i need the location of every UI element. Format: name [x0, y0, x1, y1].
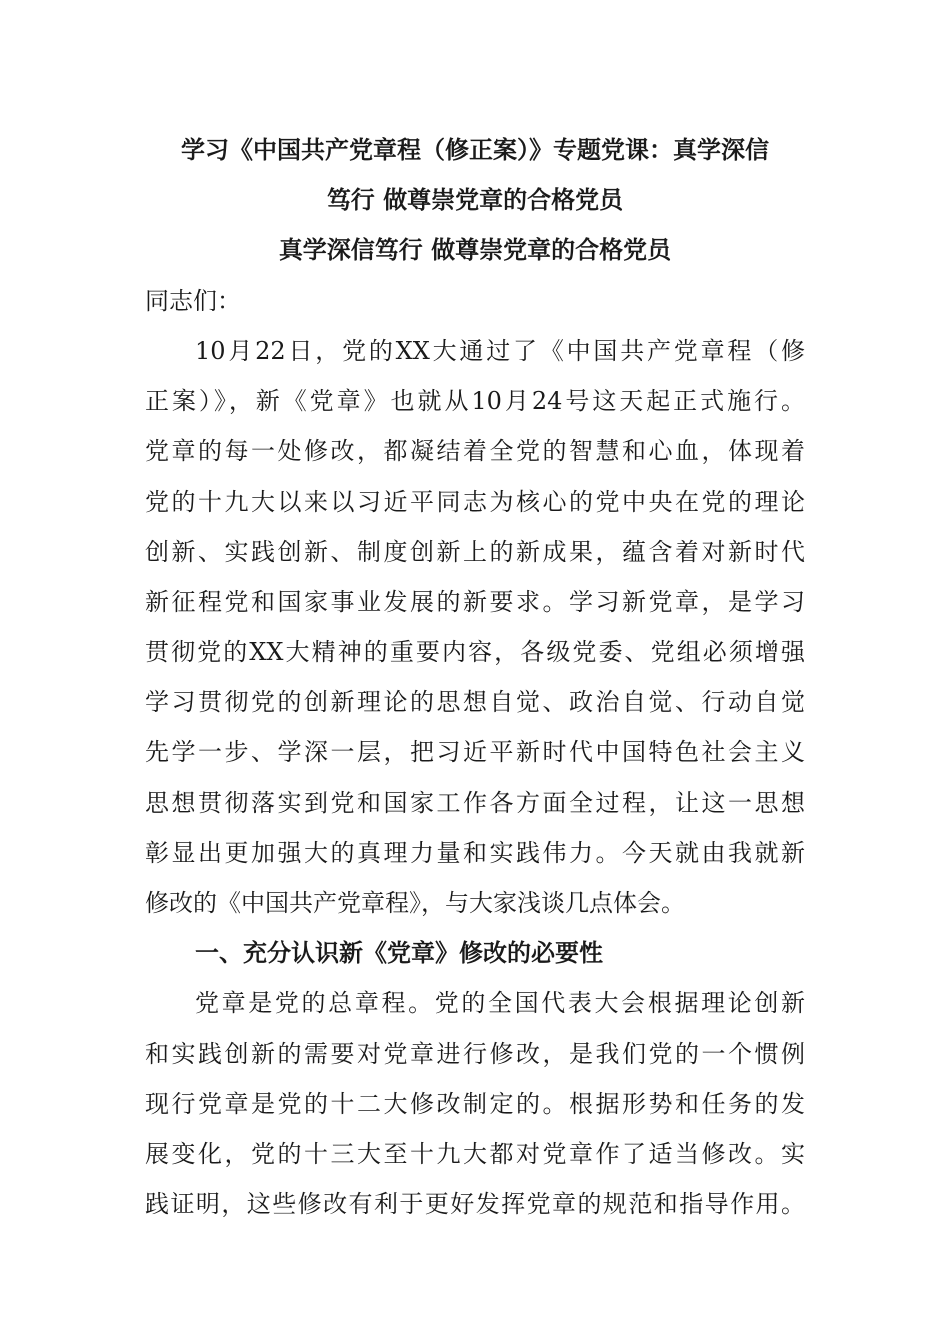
paragraph-line: 贯彻党的XX大精神的重要内容，各级党委、党组必须增强 — [145, 638, 805, 666]
paragraph-line: 彰显出更加强大的真理力量和实践伟力。今天就由我就新 — [145, 839, 805, 867]
paragraph-line: 展变化，党的十三大至十九大都对党章作了适当修改。实 — [145, 1140, 805, 1168]
salutation: 同志们： — [145, 287, 241, 315]
paragraph-line: 修改的《中国共产党章程》，与大家浅谈几点体会。 — [145, 889, 685, 917]
paragraph-line: 创新、实践创新、制度创新上的新成果，蕴含着对新时代 — [145, 538, 805, 566]
paragraph-line: 学习贯彻党的创新理论的思想自觉、政治自觉、行动自觉 — [145, 688, 805, 716]
paragraph-line: 新征程党和国家事业发展的新要求。学习新党章，是学习 — [145, 588, 805, 616]
document-subtitle: 真学深信笃行 做尊崇党章的合格党员 — [278, 236, 672, 264]
paragraph-line: 党的十九大以来以习近平同志为核心的党中央在党的理论 — [145, 488, 805, 516]
paragraph-line: 正案）》，新《党章》也就从10月24号这天起正式施行。 — [145, 387, 805, 415]
document-title-line-2: 笃行 做尊崇党章的合格党员 — [326, 186, 624, 214]
paragraph-line: 践证明，这些修改有利于更好发挥党章的规范和指导作用。 — [145, 1190, 805, 1218]
paragraph-line: 党章是党的总章程。党的全国代表大会根据理论创新 — [195, 989, 805, 1017]
paragraph-line: 现行党章是党的十二大修改制定的。根据形势和任务的发 — [145, 1090, 805, 1118]
section-heading-1: 一、充分认识新《党章》修改的必要性 — [195, 939, 603, 967]
paragraph-line: 10月22日，党的XX大通过了《中国共产党章程（修 — [195, 337, 805, 365]
paragraph-line: 先学一步、学深一层，把习近平新时代中国特色社会主义 — [145, 738, 805, 766]
paragraph-line: 党章的每一处修改，都凝结着全党的智慧和心血，体现着 — [145, 437, 805, 465]
paragraph-line: 思想贯彻落实到党和国家工作各方面全过程，让这一思想 — [145, 789, 805, 817]
paragraph-line: 和实践创新的需要对党章进行修改，是我们党的一个惯例 — [145, 1040, 805, 1068]
document-title-line-1: 学习《中国共产党章程（修正案）》专题党课：真学深信 — [181, 136, 769, 164]
